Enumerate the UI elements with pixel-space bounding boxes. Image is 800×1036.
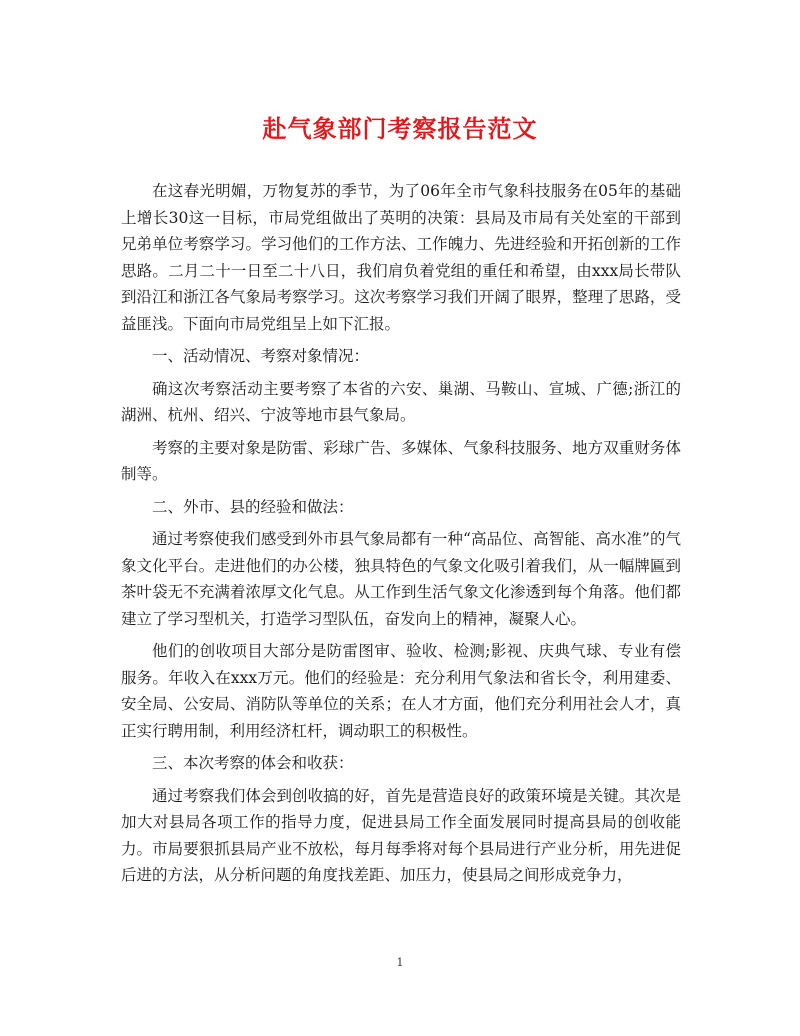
paragraph-objects: 考察的主要对象是防雷、彩球广告、多媒体、气象科技服务、地方双重财务体制等。 [121, 438, 681, 483]
document-body [121, 178, 681, 895]
paragraph-culture: 通过考察使我们感受到外市县气象局都有一种“高品位、高智能、高水准”的气象文化平台。走进他们的办公楼，独具特色的气象文化吸引着我们，从一幅牌匾到茶叶袋无不充满着浓厚文化气息。从工作到生活气象文化渗透到每个角落。他们都建立了学习型机关，打造学习型队伍，奋发向上的精神，凝聚人心。 [121, 530, 681, 628]
section-heading-1: 一、活动情况、考察对象情况： [152, 347, 370, 365]
paragraph-intro: 在这春光明媚，万物复苏的季节，为了06年全市气象科技服务在05年的基础上增长30这一目标，市局党组做出了英明的决策：县局及市局有关处室的干部到兄弟单位考察学习。学习他们的工作方法、工作魄力、先进经验和开拓创新的工作思路。二月二十一日至二十八日，我们肩负着党组的重任和希望，由xxx局长带队到沿江和浙江各气象局考察学习。这次考察学习我们开阔了眼界，整理了思路，受益匪浅。下面向市局党组呈上如下汇报。 [121, 182, 681, 333]
document-title: 赴气象部门考察报告范文 [262, 114, 538, 143]
paragraph-lessons: 通过考察我们体会到创收搞的好，首先是营造良好的政策环境是关键。其次是加大对县局各项工作的指导力度，促进县局工作全面发展同时提高县局的创收能力。市局要狠抓县局产业不放松，每月每季将对每个县局进行产业分析，用先进促后进的方法，从分析问题的角度找差距、加压力，使县局之间形成竞争力， [121, 786, 681, 884]
page-number: 1 [396, 956, 404, 969]
paragraph-locations: 确这次考察活动主要考察了本省的六安、巢湖、马鞍山、宣城、广德;浙江的湖洲、杭州、绍兴、宁波等地市县气象局。 [121, 379, 681, 424]
paragraph-revenue: 他们的创收项目大部分是防雷图审、验收、检测;影视、庆典气球、专业有偿服务。年收入在xxx万元。他们的经验是：充分利用气象法和省长令，利用建委、安全局、公安局、消防队等单位的关系；在人才方面，他们充分利用社会人才，真正实行聘用制，利用经济杠杆，调动职工的积极性。 [121, 642, 681, 740]
section-heading-2: 二、外市、县的经验和做法： [152, 497, 354, 516]
section-heading-3: 三、本次考察的体会和收获： [152, 754, 354, 772]
